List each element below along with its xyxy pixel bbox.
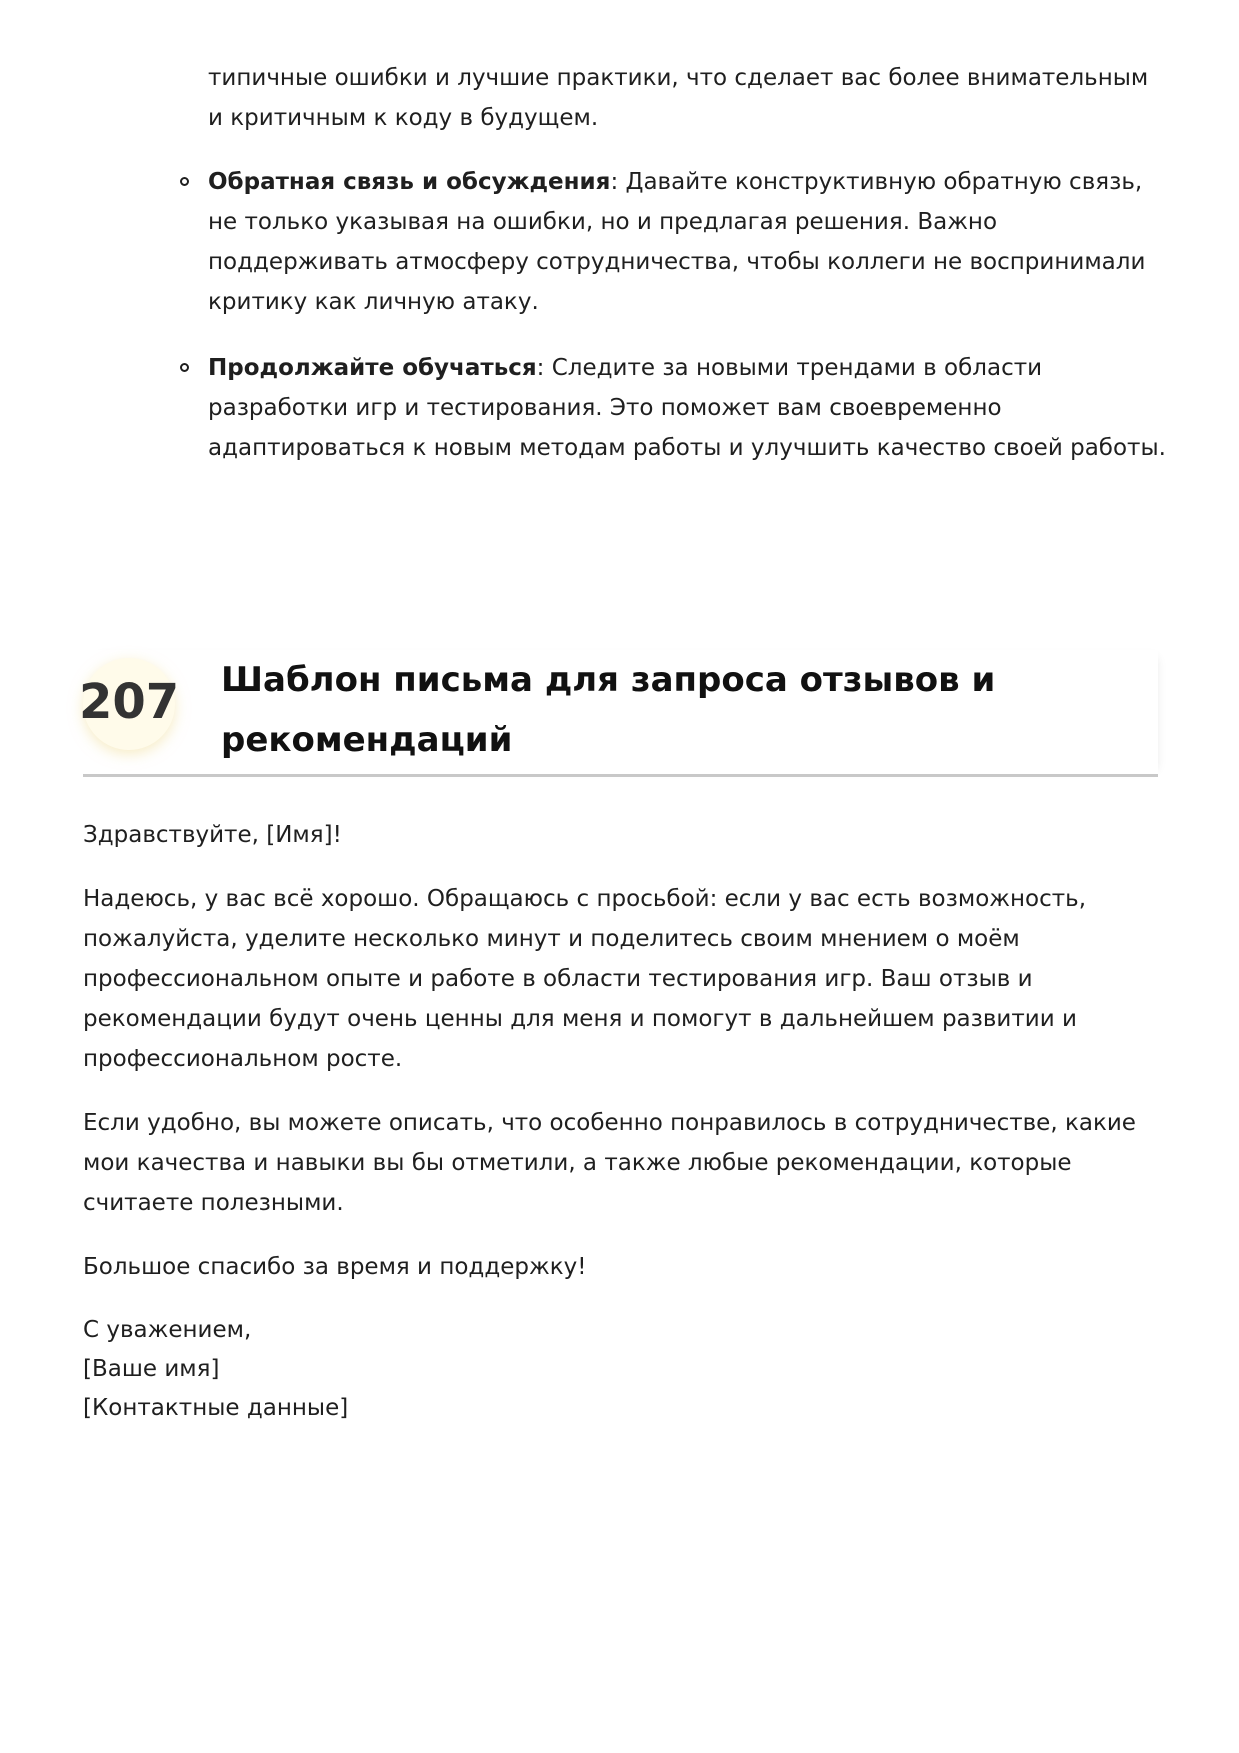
tips-list [170, 162, 1170, 494]
letter-greeting: Здравствуйте, [Имя]! [83, 822, 342, 848]
list-item [170, 348, 1170, 468]
letter-paragraph-1: Надеюсь, у вас всё хорошо. Обращаюсь с просьбой: если у вас есть возможность, пожалуйста, уделите несколько минут и поделитесь своим мнением о моём профессиональном опыте и работе в области тестирования игр. Ваш отзыв и рекомендации будут очень ценны для меня и помогут в дальнейшем развитии и профессиональном росте. [83, 886, 1087, 1072]
list-item [170, 162, 1170, 322]
continuation-text: типичные ошибки и лучшие практики, что сделает вас более внимательным и критичным к коду в будущем. [208, 65, 1149, 131]
list-item-text: : Давайте конструктивную обратную связь, не только указывая на ошибки, но и предлагая решения. Важно поддерживать атмосферу сотрудничества, чтобы коллеги не воспринимали критику как личную атаку. [208, 169, 1146, 315]
section-number: 207 [79, 674, 180, 730]
signature-contacts: [Контактные данные] [83, 1395, 349, 1421]
letter-paragraph-2: Если удобно, вы можете описать, что особенно понравилось в сотрудничестве, какие мои качества и навыки вы бы отметили, а также любые рекомендации, которые считаете полезными. [83, 1110, 1136, 1216]
signature-name: [Ваше имя] [83, 1356, 220, 1382]
section-header [79, 650, 1158, 777]
signature-closing: С уважением, [83, 1317, 252, 1343]
list-item-title: Обратная связь и обсуждения [208, 169, 611, 195]
section-number-badge [79, 658, 180, 750]
letter-thanks: Большое спасибо за время и поддержку! [83, 1254, 587, 1280]
bullet-circle-icon [180, 363, 189, 372]
letter-body [83, 815, 1168, 1428]
letter-signature [83, 1311, 1168, 1428]
list-item-text: : Следите за новыми трендами в области разработки игр и тестирования. Это поможет вам своевременно адаптироваться к новым методам работы и улучшить качество своей работы. [208, 355, 1166, 461]
bullet-circle-icon [180, 177, 189, 186]
list-item-title: Продолжайте обучаться [208, 355, 537, 381]
section-title: Шаблон письма для запроса отзывов и рекомендаций [221, 660, 996, 760]
